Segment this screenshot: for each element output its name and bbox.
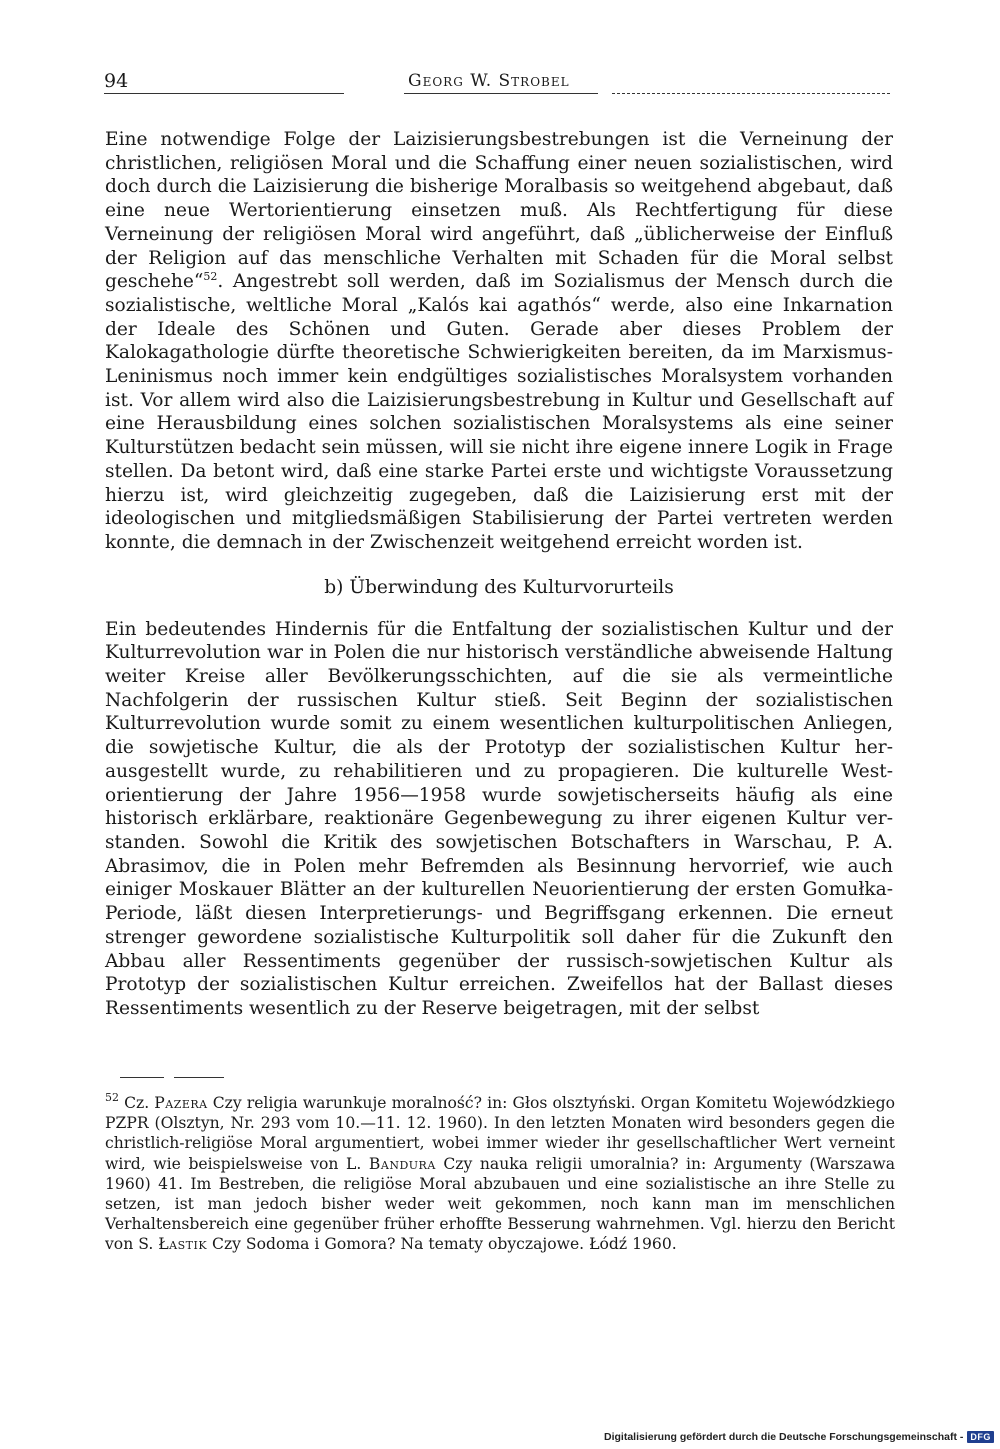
header-rule-right [612,93,890,94]
paragraph-text: Eine notwendige Folge der Laizisierungsbestrebungen ist die Verneinung der christlichen, religiösen Moral und die Schaffung einer neuen sozialistischen, wird doch durch die Laizisierung die bisherige Moralbasis so weitgehend abgebaut, daß eine neue Wertorientierung einsetzen muß. Als Rechtfertigung für diese Verneinung der religiösen Moral wird angeführt, daß „üblicherweise der Einfluß der Religion auf das menschliche Verhalten mit Schaden für die Moral selbst geschehe“ [105,129,893,293]
main-text [105,128,893,1021]
digitization-text: Digitalisierung gefördert durch die Deutsche Forschungsgemeinschaft - [604,1431,964,1443]
footnote-author: Łastik [158,1235,208,1254]
footnote-text: Czy religia warunkuje moralność? in: Głos olsztyński. Organ Komitetu Wojewódzkiego PZPR (Olsztyn, Nr. 293 vom 10.—11. 12. 1960). In den letzten Monaten wird besonders gegen die christlich-religiöse Moral argumentiert, wobei immer wieder ihr gesellschaftlicher Wert verneint wird, wie beispielsweise von L. [105,1094,895,1173]
footnotes [105,1093,895,1255]
section-heading: b) Überwindung des Kulturvorurteils [324,576,674,598]
footnote-52 [105,1093,895,1255]
running-header [104,70,890,96]
footnote-author: Bandura [368,1154,436,1173]
footnote-text: Czy nauka religii umoralnia? in: Argumenty (Warszawa 1960) 41. Im Bestreben, die religiöse Moral abzubauen und eine sozialistische an ihre Stelle zu setzen, ist man jedoch bisher weder weit gekommen, noch kann man im menschlichen Verhaltensbereich eine gegenüber früher erhoffte Besserung wahrnehmen. Vgl. hierzu den Bericht von S. [105,1154,895,1254]
dfg-logo-icon: DFG [967,1431,994,1443]
digitization-banner [604,1428,994,1446]
footnote-separator-right [174,1077,224,1078]
paragraph-kulturvorurteil: Ein bedeutendes Hindernis für die Entfaltung der sozialistischen Kultur und der Kulturrevolution war in Polen die nur historisch verständliche abweisende Haltung weiter Kreise aller Bevölkerungsschichten, auf die sie als vermeintliche Nachfolgerin der russischen Kultur stieß. Seit Beginn der sozialistischen Kulturrevolution wurde somit zu einem wesentlichen kulturpolitischen Anliegen, die sowjetische Kultur, die als der Prototyp der sozialistischen Kultur herausgestellt wurde, zu rehabilitieren und zu propagieren. Die kulturelle Westorientierung der Jahre 1956—1958 wurde sowjetischerseits häufig als eine historisch erklärbare, reaktionäre Gegenbewegung zu ihrer eigenen Kultur verstanden. Sowohl die Kritik des sowjetischen Botschafters in Warschau, P. A. Abrasimov, die in Polen mehr Befremden als Besinnung hervorrief, wie auch einiger Moskauer Blätter an der kulturellen Neuorientierung der ersten Gomułka-Periode, läßt diesen Interpretierungs- und Begriffsgang erkennen. Die erneut strenger gewordene sozialistische Kulturpolitik soll daher für die Zukunft den Abbau aller Ressentiments gegenüber der russisch-sowjetischen Kultur als Prototyp der sozialistischen Kultur erreichen. Zweifellos hat der Ballast dieses Ressentiments wesentlich zu der Reserve beigetragen, mit der selbst [105,618,893,1019]
footnote-author: Pazera [154,1094,208,1112]
page-number: 94 [104,70,129,92]
running-title: Georg W. Strobel [408,71,570,91]
paragraph-laizisierung [105,128,893,555]
footnote-text: Czy Sodoma i Gomora? Na tematy obyczajowe. Łódź 1960. [207,1235,677,1254]
footnote-text: Cz. [119,1094,155,1112]
footnote-separator-left [120,1077,164,1078]
header-rule-center [404,93,598,94]
footnote-reference: 52 [203,270,218,284]
footnote-number: 52 [105,1091,119,1104]
paragraph-text: . Angestrebt soll werden, daß im Sozialismus der Mensch durch die sozialistische, weltliche Moral „Kalós kai agathós“ werde, also eine Inkarnation der Ideale des Schönen und Guten. Gerade aber dieses Problem der Kalokagathologie dürfte theoretische Schwierigkeiten bereiten, da im Marxismus-Leninismus noch immer kein endgültiges sozialistisches Moralsystem vorhanden ist. Vor allem wird also die Laizisierungsbestrebung in Kultur und Gesellschaft auf eine Herausbildung eines solchen sozialistischen Moralsystems als eine seiner Kulturstützen bedacht sein müssen, will sie nicht ihre eigene innere Logik in Frage stellen. Da betont wird, daß eine starke Partei erste und wichtigste Voraussetzung hierzu ist, wird gleichzeitig zugegeben, daß die Laizisierung erst mit der ideologischen und mitgliedsmäßigen Stabilisierung der Partei vertreten werden konnte, die demnach in der Zwischenzeit weitgehend erreicht worden ist. [105,271,893,553]
header-rule-left [104,93,344,94]
